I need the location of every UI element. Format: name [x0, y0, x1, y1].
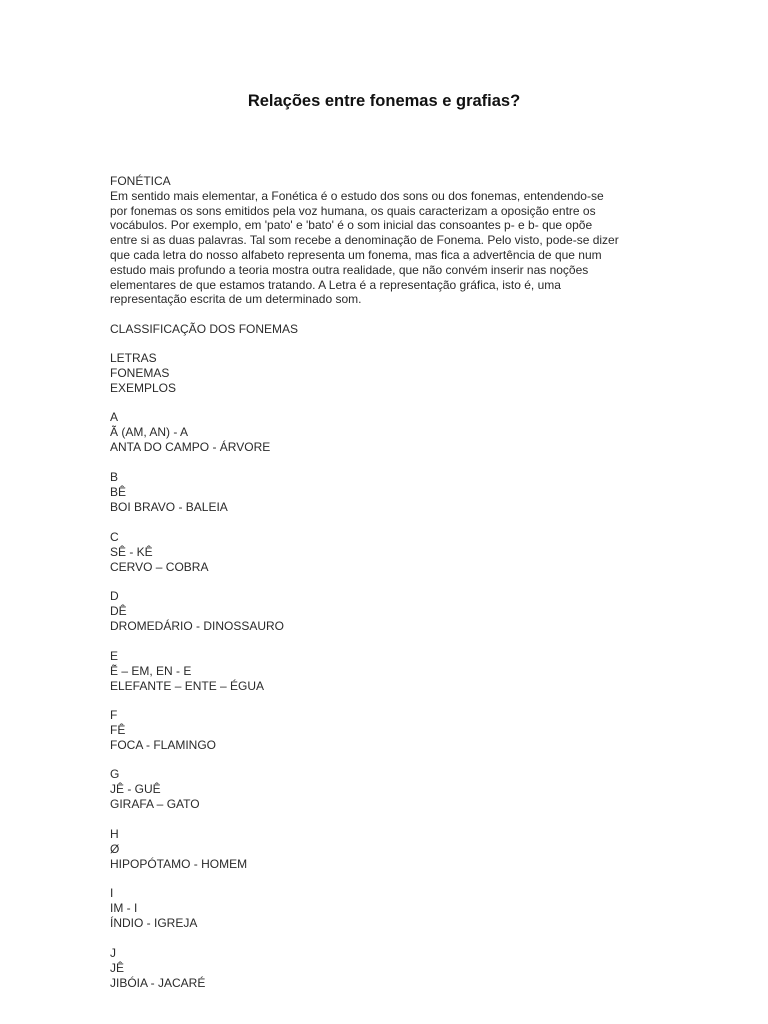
paragraph-line: elementares de que estamos tratando. A Letra é a representação gráfica, isto é, uma	[110, 277, 561, 292]
entry-phoneme: Ã (AM, AN) - A	[110, 424, 189, 439]
entry-examples: GIRAFA – GATO	[110, 796, 200, 811]
entry-letter: I	[110, 886, 114, 900]
header-letters: LETRAS	[110, 351, 157, 365]
entry-examples: BOI BRAVO - BALEIA	[110, 499, 228, 514]
classification-heading	[110, 322, 670, 337]
entry-examples: FOCA - FLAMINGO	[110, 737, 217, 752]
letter-entry-a	[110, 410, 270, 454]
entry-letter: E	[110, 649, 119, 663]
entry-examples: HIPOPÓTAMO - HOMEM	[110, 856, 248, 871]
paragraph-line: Em sentido mais elementar, a Fonética é o estudo dos sons ou dos fonemas, entendendo-se	[110, 188, 604, 203]
paragraph-line: entre si as duas palavras. Tal som recebe a denominação de Fonema. Pelo visto, pode-se dizer	[110, 233, 619, 248]
header-examples: EXEMPLOS	[110, 380, 177, 395]
column-headers	[110, 351, 670, 395]
letter-entry-c	[110, 530, 208, 574]
entry-letter: F	[110, 708, 118, 722]
letter-entry-g	[110, 767, 200, 811]
entry-letter: B	[110, 470, 119, 484]
entry-letter: H	[110, 827, 119, 841]
entry-letter: D	[110, 589, 119, 603]
letter-entry-d	[110, 589, 284, 633]
paragraph-line: representação escrita de um determinado som.	[110, 292, 362, 307]
paragraph-line: vocábulos. Por exemplo, em 'pato' e 'bato' é o som inicial das consoantes p- e b- que opõe	[110, 218, 593, 233]
letter-entry-e	[110, 649, 264, 693]
entry-phoneme: BÊ	[110, 484, 127, 499]
letter-entry-f	[110, 708, 216, 752]
entry-phoneme: DÊ	[110, 603, 127, 618]
intro-section	[110, 174, 670, 307]
paragraph-line: estudo mais profundo a teoria mostra outra realidade, que não convém inserir nas noções	[110, 262, 589, 277]
paragraph-line: por fonemas os sons emitidos pela voz humana, os quais caracterizam a oposição entre os	[110, 203, 596, 218]
entry-examples: JIBÓIA - JACARÉ	[110, 975, 206, 990]
page-title: Relações entre fonemas e grafias?	[247, 92, 521, 110]
entry-examples: ANTA DO CAMPO - ÁRVORE	[110, 439, 271, 454]
entry-examples: ELEFANTE – ENTE – ÉGUA	[110, 678, 265, 693]
entry-phoneme: Ẽ – EM, EN - E	[110, 663, 192, 678]
entry-phoneme: SÊ - KÊ	[110, 544, 153, 559]
letter-entry-i	[110, 886, 197, 930]
letter-entry-j	[110, 946, 205, 990]
entry-examples: ÍNDIO - IGREJA	[110, 915, 198, 930]
header-phonemes: FONEMAS	[110, 365, 170, 380]
entry-letter: A	[110, 410, 119, 424]
section-heading: FONÉTICA	[110, 174, 171, 188]
entry-letter: C	[110, 530, 119, 544]
entry-phoneme: FÊ	[110, 722, 126, 737]
letter-entry-h	[110, 827, 247, 871]
classification-heading-text: CLASSIFICAÇÃO DOS FONEMAS	[110, 322, 299, 336]
entry-examples: DROMEDÁRIO - DINOSSAURO	[110, 618, 285, 633]
letter-entry-b	[110, 470, 228, 514]
entry-letter: G	[110, 767, 120, 781]
entry-phoneme: JÊ - GUÊ	[110, 781, 161, 796]
entry-letter: J	[110, 946, 116, 960]
entry-phoneme: JÊ	[110, 960, 125, 975]
entry-phoneme: Ø	[110, 841, 120, 856]
entry-phoneme: IM - I	[110, 900, 138, 915]
entry-examples: CERVO – COBRA	[110, 559, 209, 574]
paragraph-line: que cada letra do nosso alfabeto representa um fonema, mas fica a advertência de que num	[110, 247, 602, 262]
